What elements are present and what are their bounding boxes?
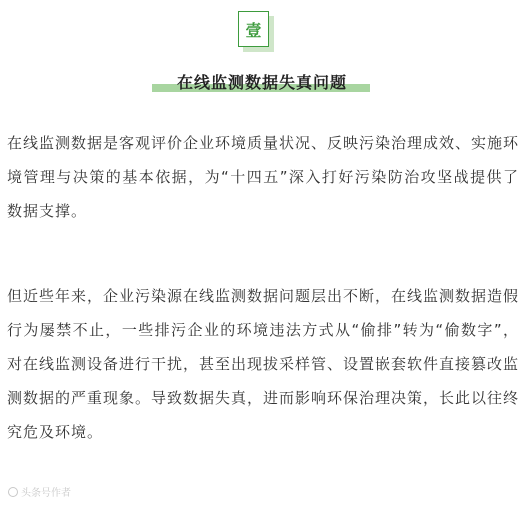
watermark (8, 484, 71, 499)
paragraph-2: 但近些年来，企业污染源在线监测数据问题层出不断，在线监测数据造假行为屡禁不止，一些排污企业的环境违法方式从“偷排”转为“偷数字”，对在线监测设备进行干扰，甚至出现拔采样管、设置嵌套软件直接篡改监测数据的严重现象。导致数据失真，进而影响环保治理决策，长此以往终究危及环境。 (7, 287, 520, 441)
watermark-text: 头条号作者 (21, 488, 71, 499)
section-title: 在线监测数据失真问题 (176, 73, 347, 92)
section-number-badge (238, 11, 274, 52)
badge-label: 壹 (238, 11, 269, 47)
source-icon (8, 487, 18, 497)
paragraph-1: 在线监测数据是客观评价企业环境质量状况、反映污染治理成效、实施环境管理与决策的基本依据，为“十四五”深入打好污染防治攻坚战提供了数据支撑。 (7, 134, 520, 220)
